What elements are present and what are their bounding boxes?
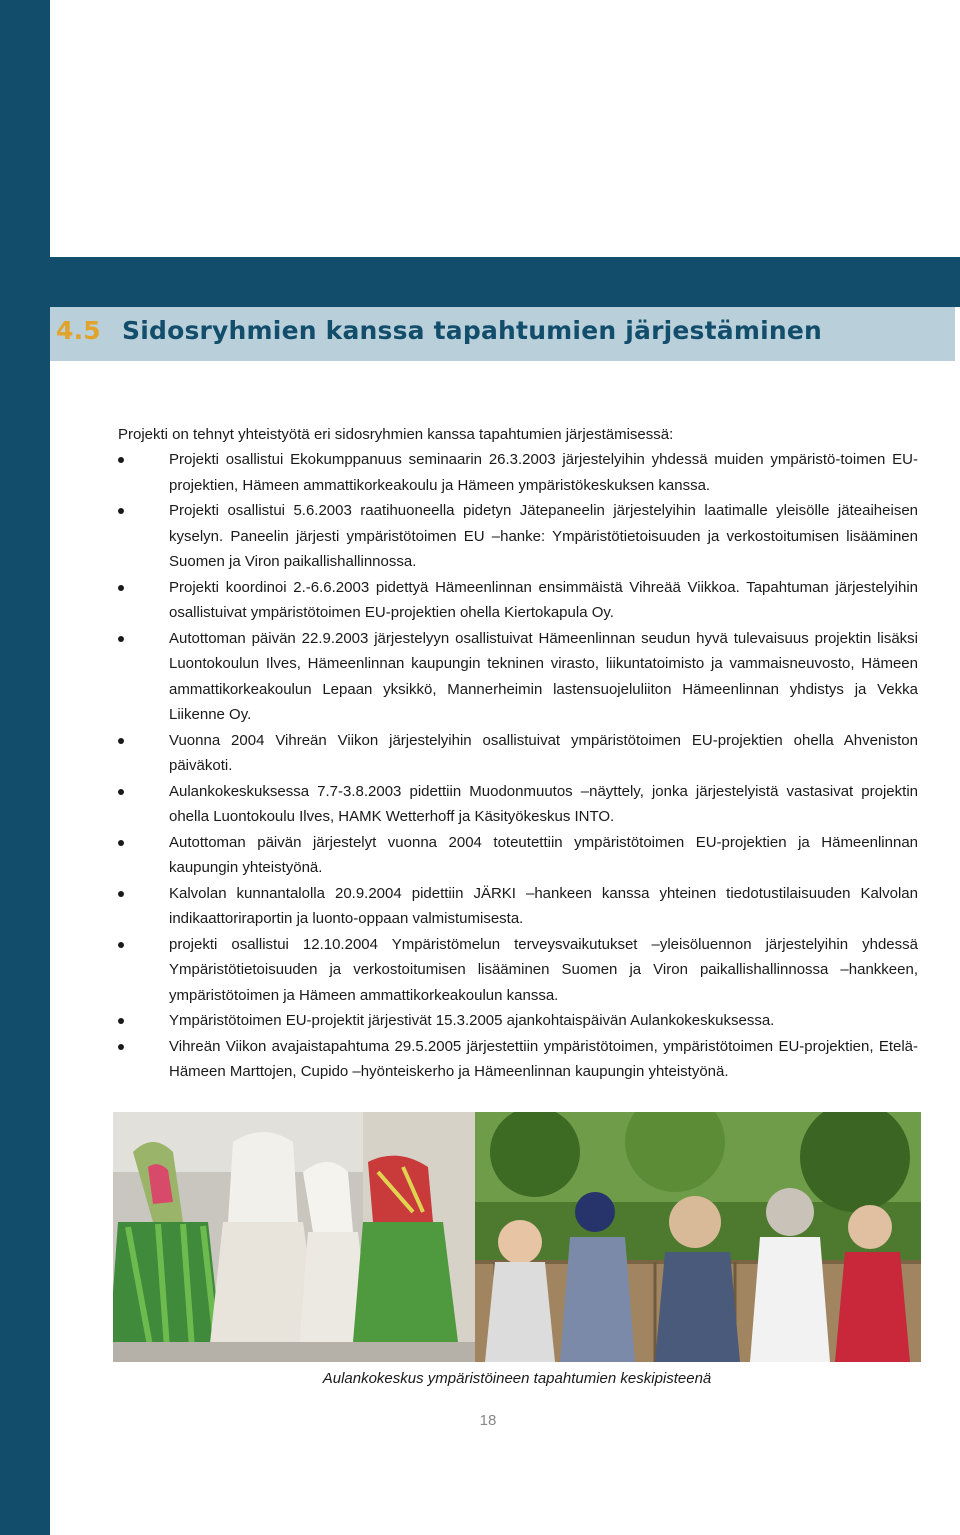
photo-dresses-exhibition — [113, 1112, 475, 1362]
list-item: Autottoman päivän 22.9.2003 järjestelyyn osallistuivat Hämeenlinnan seudun hyvä tulevaisuus projektin lisäksi Luontokoulun Ilves, Hämeenlinnan kaupungin tekninen virasto, liikuntatoimisto ja vammaisneuvosto, Hämeen ammattikorkeakoulun Lepaan yksikkö, Mannerheimin lastensuojeluliiton Hämeenlinnan yhdistys ja Vekka Liikenne Oy. — [118, 626, 918, 728]
section-title: Sidosryhmien kanssa tapahtumien järjestäminen — [122, 316, 823, 345]
photo-caption: Aulankokeskus ympäristöineen tapahtumien keskipisteenä — [322, 1370, 712, 1387]
list-item: Projekti osallistui 5.6.2003 raatihuoneella pidetyn Jätepaneelin järjestelyihin laatimalle yleisölle jäteaiheisen kyselyn. Paneelin järjesti ympäristötoimen EU –hanke: Ympäristötietoisuuden ja verkostoitumisen lisääminen Suomen ja Viron paikallishallinnossa. — [118, 498, 918, 575]
bullet-icon — [118, 891, 124, 897]
bullet-icon — [118, 457, 124, 463]
bullet-icon — [118, 636, 124, 642]
bullet-icon — [118, 1044, 124, 1050]
top-frame — [0, 0, 960, 307]
left-frame — [0, 0, 50, 1535]
photo-children-image — [475, 1112, 921, 1362]
list-item: projekti osallistui 12.10.2004 Ympäristömelun terveysvaikutukset –yleisöluennon järjestelyihin yhdessä Ympäristötietoisuuden ja verkostoitumisen lisääminen Suomen ja Viron paikallishallinnossa –hankkeen, ympäristötoimen ja Hämeen ammattikorkeakoulun kanssa. — [118, 932, 918, 1009]
bullet-icon — [118, 738, 124, 744]
bullet-icon — [118, 840, 124, 846]
bullet-icon — [118, 508, 124, 514]
list-item: Vihreän Viikon avajaistapahtuma 29.5.2005 järjestettiin ympäristötoimen, ympäristötoimen EU-projektien, Etelä-Hämeen Marttojen, Cupido –hyönteiskerho ja Hämeenlinnan kaupungin yhteistyönä. — [118, 1034, 918, 1085]
page-number: 18 — [479, 1412, 497, 1429]
intro-paragraph: Projekti on tehnyt yhteistyötä eri sidosryhmien kanssa tapahtumien järjestämisessä: — [118, 426, 674, 443]
event-list — [118, 447, 918, 1085]
section-heading — [56, 316, 946, 352]
bullet-icon — [118, 585, 124, 591]
photo-children-fence — [475, 1112, 921, 1362]
list-item: Projekti koordinoi 2.-6.6.2003 pidettyä Hämeenlinnan ensimmäistä Vihreää Viikkoa. Tapahtuman järjestelyihin osallistuivat ympäristötoimen EU-projektien ohella Kiertokapula Oy. — [118, 575, 918, 626]
list-item: Kalvolan kunnantalolla 20.9.2004 pidettiin JÄRKI –hankeen kanssa yhteinen tiedotustilaisuuden Kalvolan indikaattoriraportin ja luonto-oppaan valmistumisesta. — [118, 881, 918, 932]
bullet-icon — [118, 1018, 124, 1024]
top-frame-inner — [50, 0, 960, 257]
list-item: Aulankokeskuksessa 7.7-3.8.2003 pidettiin Muodonmuutos –näyttely, jonka järjestelyistä vastasivat projektin ohella Luontokoulu Ilves, HAMK Wetterhoff ja Käsityökeskus INTO. — [118, 779, 918, 830]
list-item: Autottoman päivän järjestelyt vuonna 2004 toteutettiin ympäristötoimen EU-projektien ja Hämeenlinnan kaupungin yhteistyönä. — [118, 830, 918, 881]
photo-dresses-image — [113, 1112, 475, 1362]
list-item: Vuonna 2004 Vihreän Viikon järjestelyihin osallistuivat ympäristötoimen EU-projektien ohella Ahveniston päiväkoti. — [118, 728, 918, 779]
bullet-icon — [118, 942, 124, 948]
list-item: Ympäristötoimen EU-projektit järjestivät 15.3.2005 ajankohtaispäivän Aulankokeskuksessa. — [118, 1008, 918, 1034]
bullet-icon — [118, 789, 124, 795]
list-item: Projekti osallistui Ekokumppanuus seminaarin 26.3.2003 järjestelyihin yhdessä muiden ympäristö-toimen EU-projektien, Hämeen ammattikorkeakoulu ja Hämeen ympäristökeskuksen kanssa. — [118, 447, 918, 498]
section-number: 4.5 — [56, 316, 101, 345]
